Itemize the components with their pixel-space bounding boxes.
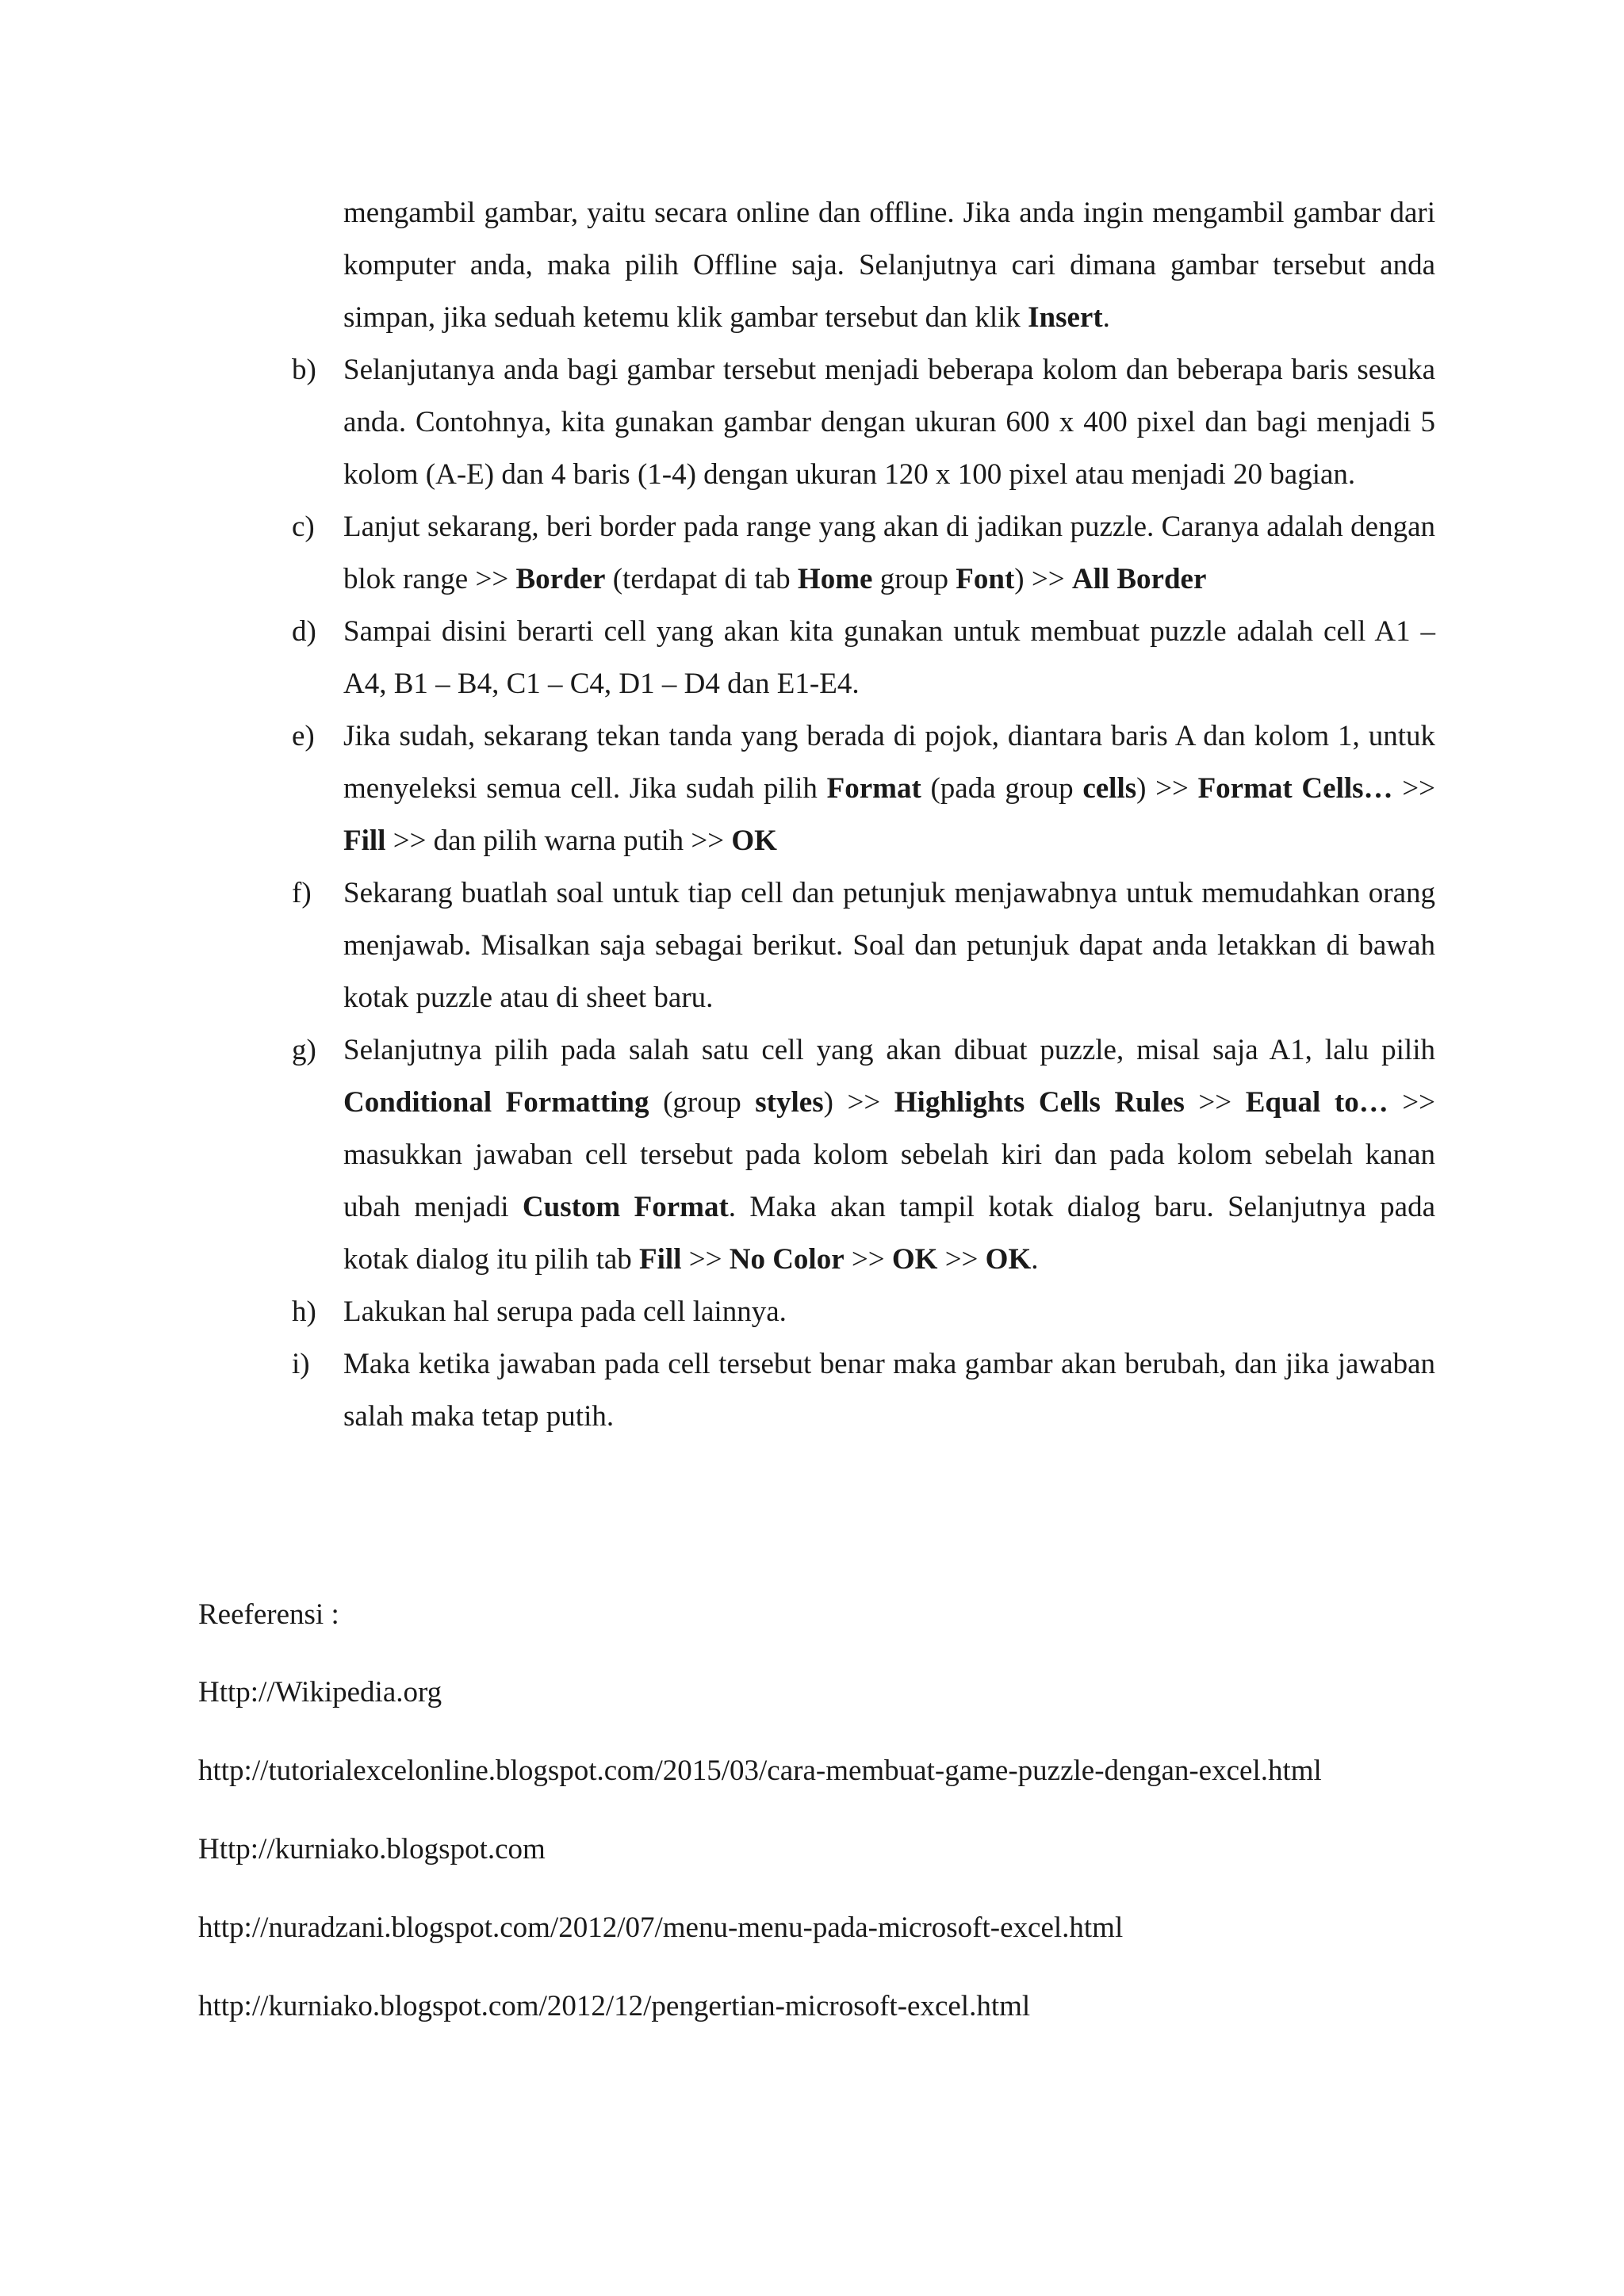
text-segment: >>: [844, 1243, 892, 1276]
list-item-label: g): [292, 1034, 316, 1066]
text-segment: .: [1031, 1243, 1039, 1276]
continued-paragraph-end: .: [1102, 301, 1110, 334]
list-item-label: i): [292, 1348, 310, 1380]
list-item-label: c): [292, 511, 315, 543]
list-item-text: [343, 344, 1435, 501]
text-segment: Maka ketika jawaban pada cell tersebut benar maka gambar akan berubah, dan jika jawaban salah maka tetap putih.: [343, 1348, 1435, 1433]
continued-paragraph-bold: Insert: [1028, 301, 1103, 334]
text-segment: Lakukan hal serupa pada cell lainnya.: [343, 1295, 787, 1328]
list-item-label: f): [292, 877, 312, 909]
bold-term: Highlights Cells Rules: [894, 1086, 1185, 1119]
text-segment: Sekarang buatlah soal untuk tiap cell dan petunjuk menjawabnya untuk memudahkan orang menjawab. Misalkan saja sebagai berikut. Soal dan petunjuk dapat anda letakkan di bawah kotak puzzle atau di sheet baru.: [343, 877, 1435, 1014]
list-item: [198, 606, 1435, 710]
bold-term: Font: [956, 563, 1015, 595]
text-segment: >> masukkan jawaban cell tersebut pada kolom sebelah kiri dan pada kolom sebelah kanan ubah menjadi: [343, 1086, 1436, 1223]
references-title: Reeferensi :: [198, 1598, 339, 1631]
bold-term: No Color: [729, 1243, 845, 1276]
text-segment: >>: [937, 1243, 986, 1276]
list-item: [198, 501, 1435, 606]
bold-term: Border: [515, 563, 606, 595]
list-item-label: b): [292, 354, 316, 386]
reference-link[interactable]: Http://Wikipedia.org: [198, 1676, 442, 1709]
text-segment: Sampai disini berarti cell yang akan kita gunakan untuk membuat puzzle adalah cell A1 – A4, B1 – B4, C1 – C4, D1 – D4 dan E1-E4.: [343, 615, 1435, 700]
reference-link[interactable]: http://kurniako.blogspot.com/2012/12/pengertian-microsoft-excel.html: [198, 1990, 1031, 2022]
references-list: [198, 1673, 1467, 2026]
text-segment: >>: [1392, 772, 1435, 805]
steps-list: [198, 344, 1435, 1443]
reference-link[interactable]: http://nuradzani.blogspot.com/2012/07/menu-menu-pada-microsoft-excel.html: [198, 1911, 1124, 1944]
bold-term: Format: [826, 772, 921, 805]
text-segment: Selanjutanya anda bagi gambar tersebut menjadi beberapa kolom dan beberapa baris sesuka anda. Contohnya, kita gunakan gambar dengan ukuran 600 x 400 pixel dan bagi menjadi 5 kolom (A-E) dan 4 baris (1-4) dengan ukuran 120 x 100 pixel atau menjadi 20 bagian.: [343, 354, 1435, 491]
text-segment: >>: [1184, 1086, 1246, 1119]
continued-paragraph: [343, 187, 1435, 344]
bold-term: OK: [891, 1243, 938, 1276]
bold-term: Home: [797, 563, 873, 595]
bold-term: OK: [985, 1243, 1032, 1276]
text-segment: group: [872, 563, 956, 595]
bold-term: OK: [731, 825, 777, 857]
references-section: [198, 1595, 1467, 2065]
text-segment: (terdapat di tab: [605, 563, 798, 595]
reference-link[interactable]: Http://kurniako.blogspot.com: [198, 1833, 546, 1866]
text-segment: >> dan pilih warna putih >>: [385, 825, 732, 857]
bold-term: Fill: [639, 1243, 682, 1276]
text-segment: (pada group: [921, 772, 1083, 805]
list-item: [198, 1024, 1435, 1286]
text-segment: Jika sudah, sekarang tekan tanda yang berada di pojok, diantara baris A dan kolom 1, untuk menyeleksi semua cell. Jika sudah pilih: [343, 720, 1435, 805]
list-item-text: [343, 710, 1435, 867]
list-item-text: [343, 501, 1435, 606]
list-item-text: [343, 1286, 1435, 1338]
text-segment: Lanjut sekarang, beri border pada range yang akan di jadikan puzzle. Caranya adalah dengan blok range >>: [343, 511, 1435, 595]
list-item-label: h): [292, 1295, 316, 1328]
list-item-text: [343, 1338, 1435, 1443]
bold-term: cells: [1082, 772, 1137, 805]
list-item-text: [343, 1024, 1435, 1286]
text-segment: ) >>: [1014, 563, 1072, 595]
bold-term: Conditional Formatting: [343, 1086, 649, 1119]
text-segment: . Maka akan tampil kotak dialog baru. Selanjutnya pada kotak dialog itu pilih tab: [343, 1191, 1435, 1276]
text-segment: >>: [681, 1243, 730, 1276]
bold-term: Custom Format: [522, 1191, 729, 1223]
reference-link[interactable]: http://tutorialexcelonline.blogspot.com/2015/03/cara-membuat-game-puzzle-dengan-excel.html: [198, 1755, 1322, 1787]
list-item: [198, 867, 1435, 1024]
bold-term: styles: [755, 1086, 824, 1119]
text-segment: (group: [649, 1086, 756, 1119]
text-segment: ) >>: [823, 1086, 894, 1119]
list-item-label: d): [292, 615, 316, 648]
text-segment: Selanjutnya pilih pada salah satu cell yang akan dibuat puzzle, misal saja A1, lalu pilih: [343, 1034, 1435, 1066]
list-item: [198, 344, 1435, 501]
list-item: [198, 710, 1435, 867]
list-item-text: [343, 606, 1435, 710]
bold-term: Fill: [343, 825, 386, 857]
list-item: [198, 1286, 1435, 1338]
list-item-label: e): [292, 720, 315, 752]
text-segment: ) >>: [1136, 772, 1198, 805]
continued-paragraph-text: mengambil gambar, yaitu secara online dan offline. Jika anda ingin mengambil gambar dari komputer anda, maka pilih Offline saja. Selanjutnya cari dimana gambar tersebut anda simpan, jika seduah ketemu klik gambar tersebut dan klik: [343, 197, 1435, 334]
bold-term: All Border: [1071, 563, 1207, 595]
list-item: [198, 1338, 1435, 1443]
steps-section: [198, 187, 1435, 1443]
bold-term: Equal to…: [1245, 1086, 1388, 1119]
bold-term: Format Cells…: [1197, 772, 1393, 805]
list-item-text: [343, 867, 1435, 1024]
